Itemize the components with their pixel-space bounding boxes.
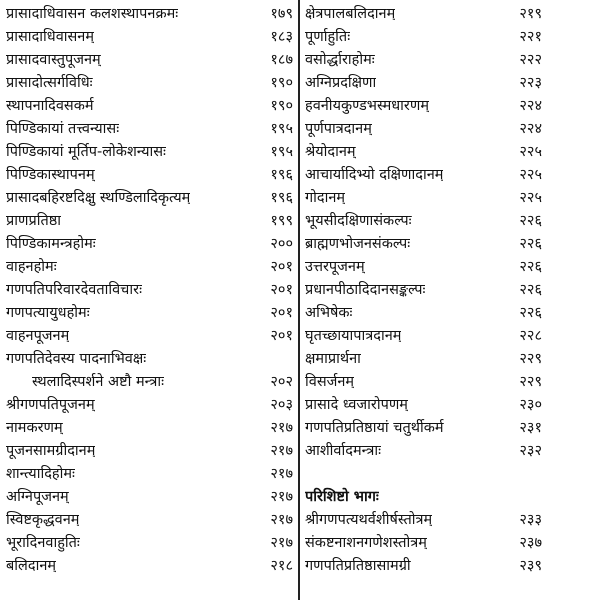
entry-page-number: २१८: [270, 558, 293, 574]
entry-title: नामकरणम्: [6, 420, 63, 436]
entry-title: आचार्यादिभ्यो दक्षिणादानम्: [305, 167, 444, 183]
entry-title: स्थलादिस्पर्शने अष्टौ मन्त्राः: [32, 374, 165, 390]
entry-page-number: २३१: [519, 420, 542, 436]
contents-entry: [0, 463, 297, 486]
entry-page-number: २२६: [519, 236, 542, 252]
contents-entry: [301, 440, 600, 463]
entry-title: श्रीगणपतिपूजनम्: [6, 397, 95, 413]
entry-title: पिण्डिकायां मूर्तिप-लोकेशन्यासः: [6, 144, 166, 160]
entry-title: भूयसीदक्षिणासंकल्पः: [305, 213, 412, 229]
entry-title: आशीर्वादमन्त्राः: [305, 443, 382, 459]
entry-page-number: २१७: [270, 489, 293, 505]
entry-page-number: १९६: [270, 167, 293, 183]
entry-page-number: २०२: [270, 374, 293, 390]
contents-entry: [301, 325, 600, 348]
entry-title: प्रासादे ध्वजारोपणम्: [305, 397, 408, 413]
entry-page-number: २२६: [519, 282, 542, 298]
contents-entry: [301, 417, 600, 440]
contents-entry: [301, 187, 600, 210]
entry-title: क्षमाप्रार्थना: [305, 351, 361, 367]
entry-title: प्रासादबहिरष्टदिक्षु स्थण्डिलादिकृत्यम्: [6, 190, 191, 206]
contents-right-column: [301, 3, 600, 578]
contents-entry: [301, 95, 600, 118]
entry-title: श्रीगणपत्यथर्वशीर्षस्तोत्रम्: [305, 512, 433, 528]
entry-title: ब्राह्मणभोजनसंकल्पः: [305, 236, 411, 252]
entry-title: भूरादिनवाहुतिः: [6, 535, 80, 551]
entry-title: स्विष्टकृद्धवनम्: [6, 512, 80, 528]
entry-page-number: १९६: [270, 190, 293, 206]
entry-page-number: २२६: [519, 213, 542, 229]
contents-entry: [0, 118, 297, 141]
entry-title: अग्निप्रदक्षिणा: [305, 75, 377, 91]
entry-title: संकष्टनाशनगणेशस्तोत्रम्: [305, 535, 427, 551]
entry-page-number: २०३: [270, 397, 293, 413]
entry-title: विसर्जनम्: [305, 374, 355, 390]
entry-page-number: २०१: [270, 259, 293, 275]
contents-entry: [0, 279, 297, 302]
entry-title: पिण्डिकास्थापनम्: [6, 167, 95, 183]
entry-page-number: २०१: [270, 305, 293, 321]
entry-page-number: २१७: [270, 443, 293, 459]
contents-entry: [0, 95, 297, 118]
contents-entry: [0, 440, 297, 463]
contents-entry: [301, 555, 600, 578]
entry-title: गणपतिप्रतिष्ठायां चतुर्थीकर्म: [305, 420, 444, 436]
contents-entry: [301, 141, 600, 164]
entry-page-number: १९५: [270, 144, 293, 160]
entry-page-number: २२५: [519, 190, 542, 206]
entry-page-number: २०१: [270, 282, 293, 298]
entry-title: पिण्डिकायां तत्त्वन्यासः: [6, 121, 120, 137]
entry-title: प्रधानपीठादिदानसङ्कल्पः: [305, 282, 426, 298]
entry-page-number: २१७: [270, 512, 293, 528]
contents-entry: [301, 302, 600, 325]
entry-title: परिशिष्टो भागः: [305, 489, 379, 505]
entry-page-number: २२६: [519, 305, 542, 321]
contents-entry: [0, 141, 297, 164]
contents-entry: [0, 371, 297, 394]
contents-entry: [0, 164, 297, 187]
contents-entry: [0, 72, 297, 95]
entry-title: पूर्णाहुतिः: [305, 29, 351, 45]
entry-title: बलिदानम्: [6, 558, 57, 574]
contents-entry: [0, 210, 297, 233]
contents-entry: [301, 509, 600, 532]
entry-title: अभिषेकः: [305, 305, 353, 321]
entry-title: प्रासादाधिवासनम्: [6, 29, 95, 45]
contents-entry: [0, 486, 297, 509]
contents-entry: [301, 49, 600, 72]
entry-page-number: २१७: [270, 420, 293, 436]
contents-entry: [301, 463, 600, 486]
entry-page-number: २३३: [519, 512, 542, 528]
entry-title: गोदानम्: [305, 190, 346, 206]
entry-page-number: २२८: [519, 328, 542, 344]
entry-title: क्षेत्रपालबलिदानम्: [305, 6, 396, 22]
contents-entry: [301, 532, 600, 555]
contents-left-column: [0, 3, 297, 578]
contents-entry: [301, 279, 600, 302]
entry-page-number: १९०: [270, 98, 293, 114]
contents-entry: [301, 371, 600, 394]
contents-entry: [0, 325, 297, 348]
contents-entry: [0, 256, 297, 279]
entry-title: गणपतिदेवस्य पादनाभिवक्षः: [6, 351, 147, 367]
entry-title: प्राणप्रतिष्ठा: [6, 213, 62, 229]
contents-entry: [301, 348, 600, 371]
contents-entry: [0, 49, 297, 72]
contents-entry: [0, 394, 297, 417]
entry-page-number: २२१: [519, 29, 542, 45]
contents-entry: [0, 555, 297, 578]
entry-page-number: २१७: [270, 535, 293, 551]
contents-entry: [0, 302, 297, 325]
entry-page-number: २००: [270, 236, 293, 252]
contents-entry: [301, 118, 600, 141]
entry-page-number: २२४: [519, 98, 542, 114]
entry-page-number: २२३: [519, 75, 542, 91]
entry-page-number: २२५: [519, 167, 542, 183]
entry-page-number: २२९: [519, 351, 542, 367]
entry-page-number: २२२: [519, 52, 542, 68]
entry-title: गणपतिप्रतिष्ठासामग्री: [305, 558, 411, 574]
entry-title: प्रासादवास्तुपूजनम्: [6, 52, 101, 68]
contents-entry: [301, 72, 600, 95]
entry-page-number: २२५: [519, 144, 542, 160]
contents-entry: [301, 394, 600, 417]
contents-entry: [0, 233, 297, 256]
entry-title: वाहनहोमः: [6, 259, 57, 275]
entry-title: वाहनपूजनम्: [6, 328, 70, 344]
entry-title: शान्त्यादिहोमः: [6, 466, 75, 482]
entry-page-number: १८७: [270, 52, 293, 68]
contents-entry: [0, 26, 297, 49]
entry-page-number: २३०: [519, 397, 542, 413]
entry-title: गणपत्यायुधहोमः: [6, 305, 90, 321]
contents-entry: [301, 256, 600, 279]
entry-title: श्रेयोदानम्: [305, 144, 356, 160]
contents-entry: [0, 187, 297, 210]
column-divider: [298, 0, 300, 600]
contents-entry: [0, 509, 297, 532]
entry-title: प्रासादोत्सर्गविधिः: [6, 75, 93, 91]
entry-title: पूजनसामग्रीदानम्: [6, 443, 96, 459]
entry-page-number: २२९: [519, 374, 542, 390]
entry-page-number: २२६: [519, 259, 542, 275]
entry-page-number: २२४: [519, 121, 542, 137]
entry-page-number: २३७: [519, 535, 542, 551]
appendix-heading: [301, 486, 600, 509]
entry-page-number: १९९: [270, 213, 293, 229]
entry-title: पूर्णपात्रदानम्: [305, 121, 372, 137]
entry-title: उत्तरपूजनम्: [305, 259, 365, 275]
entry-page-number: २१९: [519, 6, 542, 22]
entry-title: स्थापनादिवसकर्म: [6, 98, 94, 114]
entry-page-number: २३२: [519, 443, 542, 459]
contents-entry: [301, 3, 600, 26]
entry-title: वसोर्द्धाराहोमः: [305, 52, 375, 68]
contents-entry: [301, 233, 600, 256]
entry-title: घृतच्छायापात्रदानम्: [305, 328, 402, 344]
contents-entry: [0, 3, 297, 26]
contents-entry: [301, 164, 600, 187]
entry-page-number: १९५: [270, 121, 293, 137]
contents-entry: [0, 348, 297, 371]
contents-entry: [301, 26, 600, 49]
entry-page-number: १७९: [270, 6, 293, 22]
entry-title: हवनीयकुण्डभस्मधारणम्: [305, 98, 430, 114]
contents-entry: [0, 532, 297, 555]
entry-title: पिण्डिकामन्त्रहोमः: [6, 236, 96, 252]
entry-page-number: २०१: [270, 328, 293, 344]
entry-title: अग्निपूजनम्: [6, 489, 69, 505]
entry-page-number: २१७: [270, 466, 293, 482]
entry-page-number: १९०: [270, 75, 293, 91]
entry-page-number: २३९: [519, 558, 542, 574]
entry-page-number: १८३: [270, 29, 293, 45]
contents-entry: [0, 417, 297, 440]
entry-title: प्रासादाधिवासन कलशस्थापनक्रमः: [6, 6, 179, 22]
contents-entry: [301, 210, 600, 233]
entry-title: गणपतिपरिवारदेवताविचारः: [6, 282, 142, 298]
